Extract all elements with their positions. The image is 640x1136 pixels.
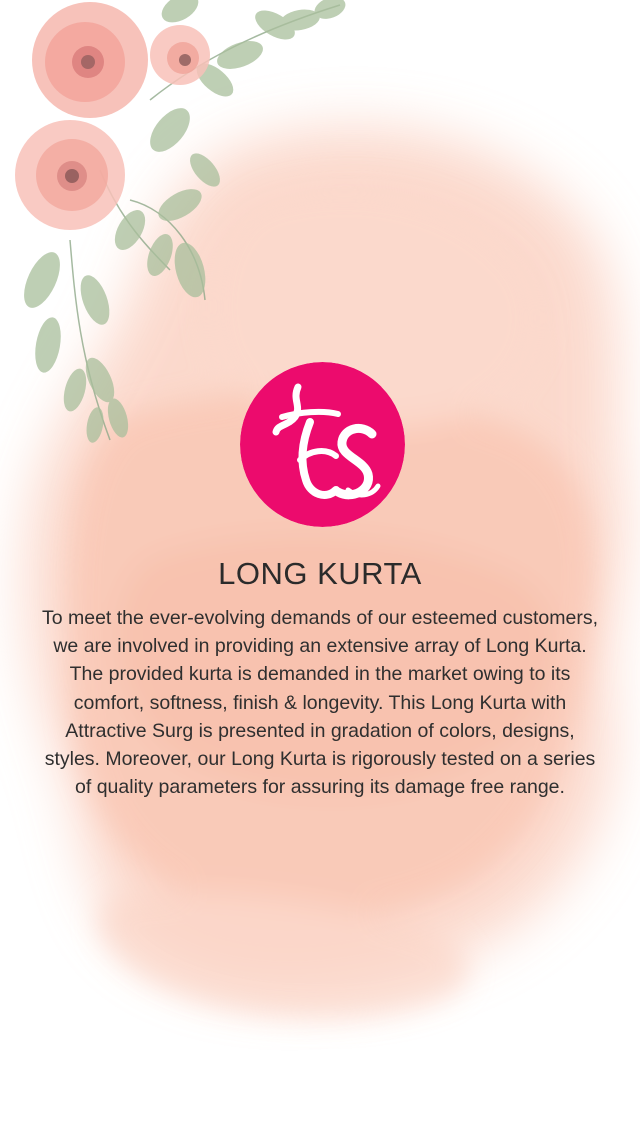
product-description: To meet the ever-evolving demands of our esteemed customers, we are involved in providing an extensive array of Long Kurta. The provided kurta is demanded in the market owing to its comfort, softness, finish & longevity. This Long Kurta with Attractive Surg is presented in gradation of colors, designs, styles. Moreover, our Long Kurta is rigorously tested on a series of quality parameters for assuring its damage free range. bbox=[41, 607, 599, 799]
brand-logo bbox=[240, 362, 405, 527]
product-title: LONG KURTA bbox=[218, 556, 422, 591]
